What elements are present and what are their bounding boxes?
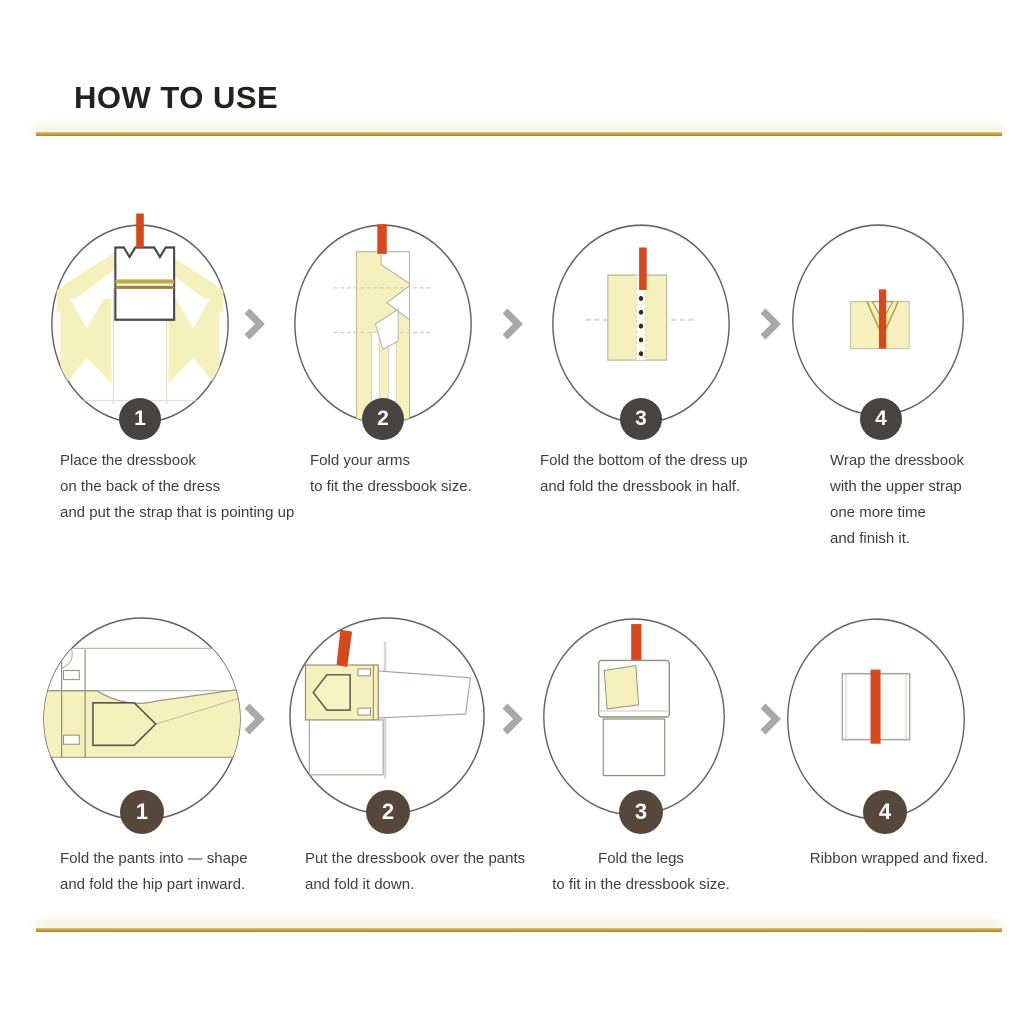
- chevron-right-icon: [759, 307, 781, 341]
- chevron-right-icon: [243, 307, 265, 341]
- step-number-badge: 4: [863, 790, 907, 834]
- step-cell: [266, 616, 526, 898]
- chevron-right-icon: [501, 702, 523, 736]
- step-caption: [782, 846, 1016, 872]
- step-illustration-arms-folded: [292, 222, 474, 430]
- caption-line: and fold the dressbook in half.: [540, 478, 741, 495]
- caption-line: and finish it.: [830, 530, 911, 547]
- gold-divider-top: [36, 132, 1002, 136]
- step-illustration-legs-folded: [541, 616, 741, 822]
- step-row-pants: [8, 616, 1016, 898]
- caption-line: Put the dressbook over the pants: [305, 850, 526, 867]
- chevron-right-icon: [243, 702, 265, 736]
- caption-line: to fit the dressbook size.: [310, 478, 472, 495]
- step-number-badge: 2: [366, 790, 410, 834]
- chevron-right-icon: [501, 307, 523, 341]
- step-cell: [782, 222, 1016, 552]
- step-caption: [782, 448, 1016, 552]
- caption-line: and put the strap that is pointing up: [60, 504, 295, 521]
- caption-line: Fold your arms: [310, 452, 411, 469]
- step-cell: [266, 222, 500, 552]
- step-number-badge: 3: [619, 790, 663, 834]
- chevron-right-icon: [759, 702, 781, 736]
- step-cell: [782, 616, 1016, 898]
- step-cell: [524, 222, 758, 552]
- step-number-badge: 1: [119, 398, 161, 440]
- step-arrow: [242, 616, 266, 898]
- step-cell: [8, 616, 248, 898]
- caption-line: Fold the legs: [598, 850, 684, 867]
- step-illustration-ribbon-fixed: [785, 616, 985, 822]
- caption-line: Fold the bottom of the dress up: [540, 452, 748, 469]
- caption-line: Ribbon wrapped and fixed.: [809, 850, 989, 867]
- step-number-badge: 2: [362, 398, 404, 440]
- step-row-dress: [8, 222, 1016, 552]
- caption-line: and fold it down.: [305, 876, 415, 893]
- step-caption: [8, 448, 295, 526]
- step-number-badge: 3: [620, 398, 662, 440]
- caption-line: with the upper strap: [830, 478, 962, 495]
- step-illustration-pants-flat: [42, 616, 242, 822]
- caption-line: and fold the hip part inward.: [60, 876, 246, 893]
- page-title: HOW TO USE: [74, 80, 279, 115]
- step-arrow: [500, 616, 524, 898]
- step-arrow: [758, 222, 782, 552]
- step-number-badge: 4: [860, 398, 902, 440]
- step-caption: [524, 448, 758, 500]
- step-caption: [266, 448, 500, 500]
- step-arrow: [500, 222, 524, 552]
- caption-line: on the back of the dress: [60, 478, 221, 495]
- step-arrow: [758, 616, 782, 898]
- step-illustration-folded-half: [550, 222, 732, 430]
- step-illustration-dressbook-over-pants: [288, 616, 488, 822]
- caption-line: Fold the pants into — shape: [60, 850, 248, 867]
- step-caption: [524, 846, 758, 898]
- step-illustration-dress-back: [49, 222, 231, 430]
- caption-line: Wrap the dressbook: [830, 452, 964, 469]
- gold-divider-bottom: [36, 928, 1002, 932]
- caption-line: Place the dressbook: [60, 452, 196, 469]
- step-cell: [524, 616, 758, 898]
- step-number-badge: 1: [120, 790, 164, 834]
- caption-line: to fit in the dressbook size.: [552, 876, 730, 893]
- step-arrow: [242, 222, 266, 552]
- step-illustration-wrapped-dress: [790, 222, 972, 430]
- caption-line: one more time: [830, 504, 926, 521]
- step-cell: [8, 222, 295, 552]
- step-caption: [266, 846, 526, 898]
- step-caption: [8, 846, 248, 898]
